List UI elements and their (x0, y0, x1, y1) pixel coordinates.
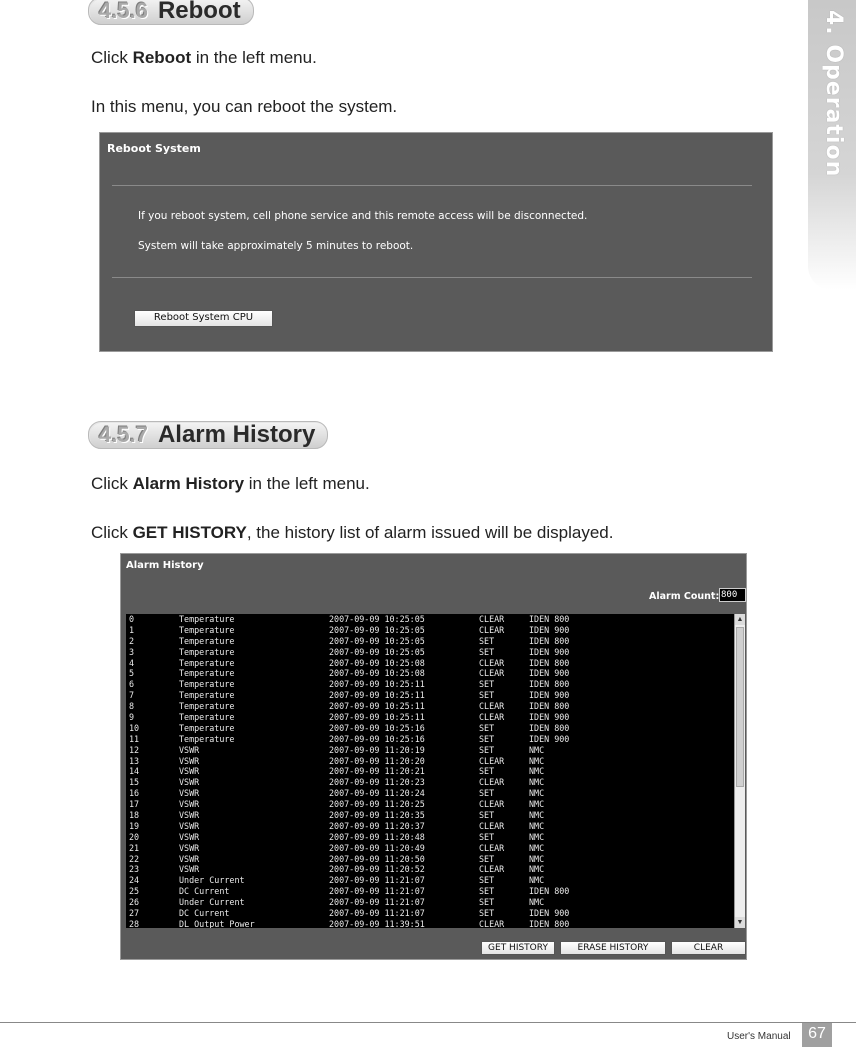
alarm-index: 24 (129, 875, 140, 886)
alarm-source: NMC (529, 897, 545, 908)
alarm-timestamp: 2007-09-09 11:21:07 (329, 886, 425, 897)
alarm-status: CLEAR (479, 657, 505, 668)
alarm-source: IDEN 900 (529, 668, 570, 679)
alarm-count-label: Alarm Count: (649, 591, 720, 602)
alarm-source: IDEN 800 (529, 614, 570, 624)
alarm-timestamp: 2007-09-09 10:25:11 (329, 701, 425, 712)
alarm-row[interactable] (126, 668, 734, 679)
alarm-status: CLEAR (479, 799, 505, 810)
alarm-index: 12 (129, 744, 140, 755)
alarm-row[interactable] (126, 854, 734, 865)
alarm-row[interactable] (126, 788, 734, 799)
alarm-index: 5 (129, 668, 135, 679)
get-history-button[interactable]: GET HISTORY (481, 941, 555, 955)
alarm-status: SET (479, 886, 495, 897)
text-fragment: Click (91, 48, 133, 67)
alarm-type: DC Current (179, 886, 230, 897)
footer-label: User's Manual (727, 1031, 791, 1042)
chapter-side-tab (808, 0, 856, 290)
alarm-row[interactable] (126, 647, 734, 658)
alarm-status: SET (479, 810, 495, 821)
footer-divider (0, 1022, 856, 1023)
alarm-source: IDEN 800 (529, 635, 570, 646)
alarm-source: NMC (529, 766, 545, 777)
alarm-row[interactable] (126, 821, 734, 832)
alarm-index: 26 (129, 897, 140, 908)
alarm-row[interactable] (126, 723, 734, 734)
text-fragment: Click (91, 523, 133, 542)
alarm-index: 19 (129, 820, 140, 831)
reboot-description: In this menu, you can reboot the system. (91, 97, 398, 116)
alarm-index: 22 (129, 853, 140, 864)
alarm-row[interactable] (126, 636, 734, 647)
alarm-timestamp: 2007-09-09 10:25:08 (329, 668, 425, 679)
alarm-type: VSWR (179, 831, 200, 842)
alarm-status: SET (479, 908, 495, 919)
alarm-timestamp: 2007-09-09 11:20:20 (329, 755, 425, 766)
alarm-timestamp: 2007-09-09 10:25:11 (329, 690, 425, 701)
alarm-list-scrollbar[interactable] (734, 614, 745, 928)
reboot-duration-message: System will take approximately 5 minutes to reboot. (138, 240, 414, 252)
alarm-row[interactable] (126, 625, 734, 636)
alarm-timestamp: 2007-09-09 11:20:37 (329, 820, 425, 831)
alarm-timestamp: 2007-09-09 10:25:05 (329, 614, 425, 624)
panel-title: Reboot System (107, 142, 201, 155)
alarm-type: Temperature (179, 646, 235, 657)
alarm-row[interactable] (126, 679, 734, 690)
alarm-type: Temperature (179, 722, 235, 733)
alarm-status: SET (479, 722, 495, 733)
bold-term: Alarm History (132, 474, 245, 493)
alarm-status: SET (479, 853, 495, 864)
alarm-row[interactable] (126, 777, 734, 788)
alarm-source: IDEN 900 (529, 733, 570, 744)
alarm-status: SET (479, 744, 495, 755)
bold-term: Reboot (132, 48, 192, 67)
alarm-status: CLEAR (479, 701, 505, 712)
alarm-status: CLEAR (479, 820, 505, 831)
alarm-row[interactable] (126, 843, 734, 854)
alarm-timestamp: 2007-09-09 11:20:23 (329, 777, 425, 788)
alarm-index: 16 (129, 788, 140, 799)
alarm-timestamp: 2007-09-09 11:20:49 (329, 842, 425, 853)
alarm-type: Temperature (179, 690, 235, 701)
alarm-row[interactable] (126, 701, 734, 712)
alarm-type: Under Current (179, 897, 245, 908)
alarm-type: VSWR (179, 766, 200, 777)
alarm-index: 27 (129, 908, 140, 919)
alarm-status: CLEAR (479, 624, 505, 635)
text-fragment: in the left menu. (191, 48, 317, 67)
alarm-source: NMC (529, 755, 545, 766)
alarm-timestamp: 2007-09-09 11:20:25 (329, 799, 425, 810)
reboot-warning-message: If you reboot system, cell phone service and this remote access will be disconnected. (138, 210, 588, 222)
alarm-row[interactable] (126, 658, 734, 669)
alarm-status: SET (479, 766, 495, 777)
alarm-timestamp: 2007-09-09 11:39:51 (329, 918, 425, 928)
alarm-timestamp: 2007-09-09 11:20:21 (329, 766, 425, 777)
alarm-source: NMC (529, 777, 545, 788)
alarm-type: Temperature (179, 614, 235, 624)
alarm-row[interactable] (126, 810, 734, 821)
alarm-index: 20 (129, 831, 140, 842)
alarm-index: 23 (129, 864, 140, 875)
alarm-source: NMC (529, 864, 545, 875)
section-title: Alarm History (157, 421, 316, 448)
reboot-system-panel (99, 132, 773, 352)
alarm-status: SET (479, 831, 495, 842)
alarm-index: 15 (129, 777, 140, 788)
alarm-timestamp: 2007-09-09 11:21:07 (329, 908, 425, 919)
alarm-timestamp: 2007-09-09 11:20:35 (329, 810, 425, 821)
chapter-side-tab-label: 4. Operation (821, 10, 846, 178)
section-heading-alarm-history (88, 421, 328, 449)
alarm-index: 0 (129, 614, 135, 624)
alarm-source: NMC (529, 810, 545, 821)
alarm-type: Temperature (179, 701, 235, 712)
alarm-index: 28 (129, 918, 140, 928)
alarm-type: VSWR (179, 777, 200, 788)
alarm-index: 18 (129, 810, 140, 821)
alarm-index: 25 (129, 886, 140, 897)
alarm-timestamp: 2007-09-09 10:25:11 (329, 679, 425, 690)
alarm-history-panel (120, 553, 747, 960)
alarm-timestamp: 2007-09-09 11:20:50 (329, 853, 425, 864)
alarm-timestamp: 2007-09-09 11:20:48 (329, 831, 425, 842)
scrollbar-thumb[interactable] (736, 627, 744, 787)
alarm-index: 13 (129, 755, 140, 766)
alarm-source: IDEN 900 (529, 712, 570, 723)
alarm-index: 10 (129, 722, 140, 733)
alarm-source: IDEN 900 (529, 690, 570, 701)
alarm-index: 3 (129, 646, 135, 657)
alarm-timestamp: 2007-09-09 10:25:05 (329, 624, 425, 635)
alarm-source: IDEN 800 (529, 679, 570, 690)
alarm-index: 17 (129, 799, 140, 810)
alarm-index: 6 (129, 679, 135, 690)
page-number: 67 (802, 1023, 832, 1047)
section-number: 4.5.7 (99, 422, 148, 447)
alarm-source: NMC (529, 820, 545, 831)
alarm-status: CLEAR (479, 668, 505, 679)
alarm-index: 11 (129, 733, 140, 744)
alarm-source: IDEN 800 (529, 886, 570, 897)
alarm-source: IDEN 800 (529, 722, 570, 733)
alarm-timestamp: 2007-09-09 10:25:16 (329, 722, 425, 733)
alarm-type: Temperature (179, 712, 235, 723)
alarm-type: VSWR (179, 864, 200, 875)
scroll-up-arrow-icon[interactable]: ▲ (736, 616, 744, 623)
get-history-instruction (91, 523, 613, 543)
alarm-row[interactable] (126, 756, 734, 767)
alarm-type: VSWR (179, 788, 200, 799)
alarm-row[interactable] (126, 832, 734, 843)
section-title: Reboot (157, 0, 241, 24)
alarm-index: 7 (129, 690, 135, 701)
alarm-index: 9 (129, 712, 135, 723)
alarm-timestamp: 2007-09-09 10:25:11 (329, 712, 425, 723)
alarm-timestamp: 2007-09-09 11:20:52 (329, 864, 425, 875)
alarm-row[interactable] (126, 875, 734, 886)
alarm-index: 14 (129, 766, 140, 777)
alarm-status: CLEAR (479, 614, 505, 624)
alarm-row[interactable] (126, 690, 734, 701)
alarm-row[interactable] (126, 766, 734, 777)
alarm-status: CLEAR (479, 777, 505, 788)
alarm-source: NMC (529, 842, 545, 853)
alarm-type: DC Current (179, 908, 230, 919)
alarm-source: NMC (529, 831, 545, 842)
alarm-timestamp: 2007-09-09 10:25:05 (329, 646, 425, 657)
alarm-type: Temperature (179, 635, 235, 646)
alarm-index: 8 (129, 701, 135, 712)
alarm-index: 1 (129, 624, 135, 635)
alarm-row[interactable] (126, 897, 734, 908)
alarm-status: SET (479, 635, 495, 646)
alarm-history-list[interactable] (126, 614, 734, 928)
alarm-source: NMC (529, 788, 545, 799)
alarm-row[interactable] (126, 799, 734, 810)
alarm-type: Temperature (179, 733, 235, 744)
alarm-status: CLEAR (479, 842, 505, 853)
alarm-source: NMC (529, 744, 545, 755)
alarm-index: 4 (129, 657, 135, 668)
alarm-row[interactable] (126, 712, 734, 723)
erase-history-button[interactable]: ERASE HISTORY (560, 941, 666, 955)
text-fragment: in the left menu. (244, 474, 370, 493)
panel-title: Alarm History (126, 560, 204, 571)
alarm-status: SET (479, 897, 495, 908)
alarm-status: SET (479, 646, 495, 657)
alarm-type: VSWR (179, 820, 200, 831)
alarm-type: Temperature (179, 657, 235, 668)
alarm-status: CLEAR (479, 712, 505, 723)
text-fragment: Click (91, 474, 133, 493)
alarm-type: Temperature (179, 624, 235, 635)
alarm-type: VSWR (179, 810, 200, 821)
section-heading-reboot (88, 0, 254, 25)
alarm-type: Under Current (179, 875, 245, 886)
alarm-timestamp: 2007-09-09 10:25:05 (329, 635, 425, 646)
alarm-status: CLEAR (479, 864, 505, 875)
alarm-type: VSWR (179, 755, 200, 766)
alarm-row[interactable] (126, 734, 734, 745)
alarm-source: IDEN 800 (529, 918, 570, 928)
scroll-down-arrow-icon[interactable]: ▼ (736, 919, 744, 926)
alarm-index: 21 (129, 842, 140, 853)
alarm-timestamp: 2007-09-09 11:21:07 (329, 875, 425, 886)
reboot-instruction (91, 48, 317, 68)
alarm-row[interactable] (126, 908, 734, 919)
divider (112, 277, 752, 278)
alarm-type: Temperature (179, 679, 235, 690)
alarm-timestamp: 2007-09-09 10:25:16 (329, 733, 425, 744)
alarm-type: Temperature (179, 668, 235, 679)
alarm-source: NMC (529, 799, 545, 810)
alarm-index: 2 (129, 635, 135, 646)
alarm-status: SET (479, 690, 495, 701)
alarm-source: IDEN 800 (529, 657, 570, 668)
alarm-status: SET (479, 679, 495, 690)
alarm-source: IDEN 900 (529, 646, 570, 657)
alarm-status: SET (479, 875, 495, 886)
alarm-source: NMC (529, 875, 545, 886)
alarm-row[interactable] (126, 864, 734, 875)
alarm-timestamp: 2007-09-09 10:25:08 (329, 657, 425, 668)
alarm-type: VSWR (179, 744, 200, 755)
divider (112, 185, 752, 186)
alarm-source: NMC (529, 853, 545, 864)
alarm-row[interactable] (126, 745, 734, 756)
alarm-source: IDEN 900 (529, 624, 570, 635)
alarm-type: VSWR (179, 799, 200, 810)
alarm-row[interactable] (126, 886, 734, 897)
alarm-status: CLEAR (479, 918, 505, 928)
alarm-source: IDEN 800 (529, 701, 570, 712)
alarm-source: IDEN 900 (529, 908, 570, 919)
alarm-type: VSWR (179, 842, 200, 853)
alarm-row[interactable] (126, 919, 734, 928)
alarm-timestamp: 2007-09-09 11:20:19 (329, 744, 425, 755)
text-fragment: , the history list of alarm issued will be displayed. (246, 523, 614, 542)
clear-button[interactable]: CLEAR (671, 941, 746, 955)
alarm-type: DL Output Power (179, 918, 255, 928)
reboot-system-cpu-button[interactable]: Reboot System CPU (134, 310, 273, 327)
alarm-status: SET (479, 788, 495, 799)
alarm-status: CLEAR (479, 755, 505, 766)
section-number: 4.5.6 (99, 0, 148, 23)
alarm-status: SET (479, 733, 495, 744)
alarm-timestamp: 2007-09-09 11:21:07 (329, 897, 425, 908)
alarm-history-instruction (91, 474, 370, 494)
alarm-count-field[interactable]: 800 (719, 588, 746, 602)
alarm-row[interactable] (126, 614, 734, 625)
alarm-type: VSWR (179, 853, 200, 864)
bold-term: GET HISTORY (132, 523, 247, 542)
alarm-timestamp: 2007-09-09 11:20:24 (329, 788, 425, 799)
